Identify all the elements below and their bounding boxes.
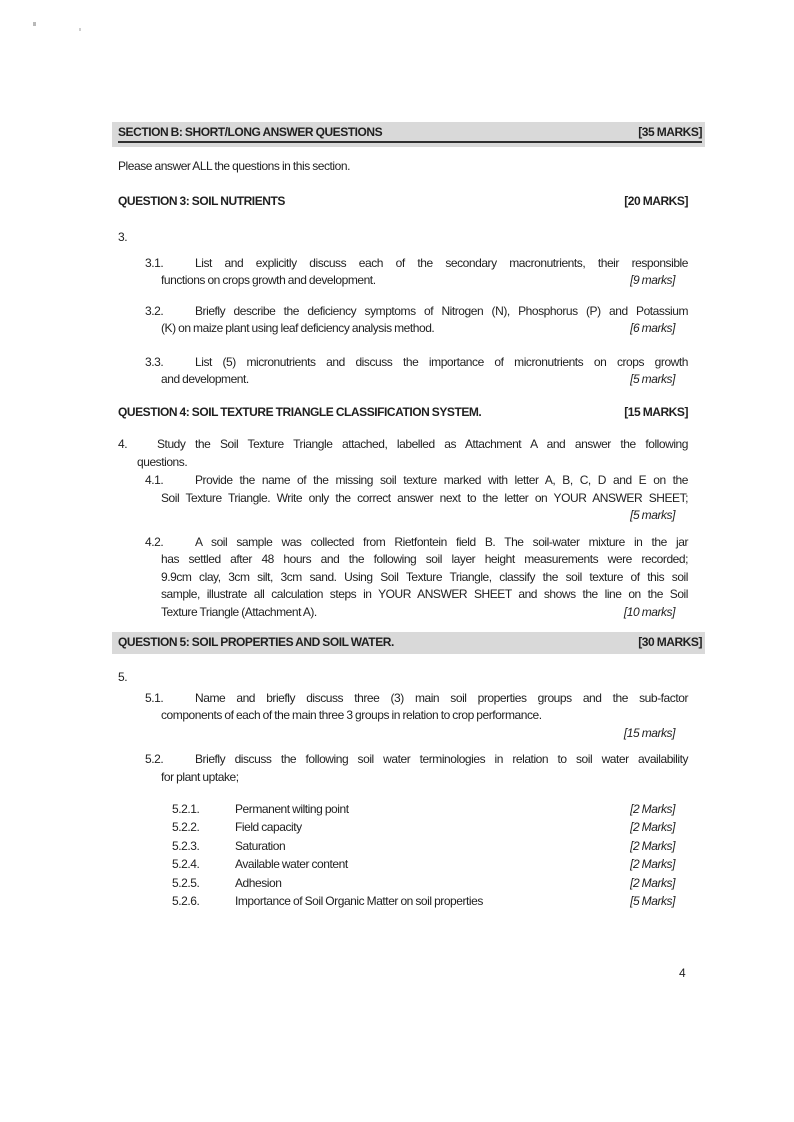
subitem-number: 5.2.4. bbox=[172, 857, 200, 872]
item-number: 4.2. bbox=[145, 534, 164, 549]
item-text-line: List and explicitly discuss each of the secondary macronutrients, their responsible bbox=[195, 255, 688, 270]
marks-badge: [15 marks] bbox=[623, 725, 675, 740]
question-item-4-1 bbox=[145, 472, 688, 525]
question-5-number: 5. bbox=[118, 670, 128, 684]
page-number: 4 bbox=[679, 966, 686, 980]
question-3-marks: [20 MARKS] bbox=[624, 193, 688, 208]
scan-artifact-speck bbox=[79, 28, 81, 31]
scan-artifact-speck bbox=[33, 22, 36, 26]
item-number: 5.1. bbox=[145, 690, 164, 705]
question-3-number: 3. bbox=[118, 230, 128, 244]
marks-badge: [10 marks] bbox=[623, 604, 675, 619]
marks-badge: [5 marks] bbox=[630, 372, 675, 386]
question-4-intro bbox=[118, 436, 688, 471]
subitem-label: Permanent wilting point bbox=[235, 802, 349, 816]
item-text-line: components of each of the main three 3 groups in relation to crop performance. bbox=[161, 708, 542, 722]
item-number: 3.2. bbox=[145, 303, 164, 318]
question-5-marks: [30 MARKS] bbox=[638, 635, 702, 649]
section-instruction: Please answer ALL the questions in this section. bbox=[118, 159, 350, 173]
question-3-title: QUESTION 3: SOIL NUTRIENTS bbox=[118, 193, 285, 208]
marks-badge: [2 Marks] bbox=[630, 875, 675, 890]
marks-badge: [5 marks] bbox=[630, 508, 675, 522]
subitem-label: Saturation bbox=[235, 838, 286, 853]
item-text-line: (K) on maize plant using leaf deficiency analysis method. bbox=[161, 321, 435, 335]
subitem-number: 5.2.2. bbox=[172, 820, 200, 835]
question-5-title: QUESTION 5: SOIL PROPERTIES AND SOIL WATER. bbox=[118, 635, 394, 649]
item-text-line: and development. bbox=[161, 372, 249, 386]
terminology-list bbox=[118, 800, 688, 910]
marks-badge: [2 Marks] bbox=[630, 802, 675, 816]
marks-badge: [9 marks] bbox=[630, 273, 675, 287]
subitem-number: 5.2.1. bbox=[172, 802, 200, 816]
marks-badge: [2 Marks] bbox=[630, 820, 675, 835]
list-item bbox=[118, 892, 688, 910]
item-text-line: for plant uptake; bbox=[161, 769, 239, 784]
subitem-number: 5.2.3. bbox=[172, 838, 200, 853]
subitem-label: Adhesion bbox=[235, 875, 282, 890]
item-number: 4.1. bbox=[145, 473, 164, 487]
question-item-5-2 bbox=[145, 751, 688, 786]
question-item-3-2 bbox=[145, 303, 688, 338]
question-item-4-2 bbox=[145, 534, 688, 622]
question-item-3-1 bbox=[145, 255, 688, 290]
question-item-3-3 bbox=[145, 354, 688, 389]
item-text-line: Provide the name of the missing soil texture marked with letter A, B, C, D and E on the bbox=[195, 473, 688, 487]
section-b-header-bar bbox=[112, 122, 705, 147]
item-number: 5.2. bbox=[145, 752, 164, 766]
subitem-number: 5.2.5. bbox=[172, 875, 200, 890]
question-4-title: QUESTION 4: SOIL TEXTURE TRIANGLE CLASSIFICATION SYSTEM. bbox=[118, 404, 482, 419]
list-item bbox=[118, 837, 688, 855]
list-item bbox=[118, 855, 688, 873]
item-text-line: Texture Triangle (Attachment A). bbox=[161, 604, 317, 619]
item-text-line: Name and briefly discuss three (3) main soil properties groups and the sub-factor bbox=[195, 690, 688, 705]
section-b-marks: [35 MARKS] bbox=[638, 125, 702, 139]
list-item bbox=[118, 874, 688, 892]
item-text-line: 9.9cm clay, 3cm silt, 3cm sand. Using Soil Texture Triangle, classify the soil texture of this soil bbox=[161, 569, 688, 584]
marks-badge: [2 Marks] bbox=[630, 838, 675, 853]
item-text-line: A soil sample was collected from Rietfontein field B. The soil-water mixture in the jar bbox=[195, 534, 688, 549]
question-item-5-1 bbox=[145, 690, 688, 743]
question-3-title-row bbox=[118, 193, 688, 211]
item-text-line: Study the Soil Texture Triangle attached, labelled as Attachment A and answer the following bbox=[157, 437, 688, 451]
section-b-title: SECTION B: SHORT/LONG ANSWER QUESTIONS bbox=[118, 125, 383, 139]
item-text-line: sample, illustrate all calculation steps in YOUR ANSWER SHEET and shows the line on the Soil bbox=[161, 587, 688, 601]
question-5-header-bar bbox=[112, 632, 705, 654]
item-text-line: Briefly describe the deficiency symptoms of Nitrogen (N), Phosphorus (P) and Potassium bbox=[195, 303, 688, 318]
page-content bbox=[118, 122, 702, 910]
item-text-line: Briefly discuss the following soil water terminologies in relation to soil water availability bbox=[195, 752, 688, 766]
list-item bbox=[118, 818, 688, 836]
marks-badge: [2 Marks] bbox=[630, 857, 675, 872]
subitem-label: Importance of Soil Organic Matter on soil properties bbox=[235, 894, 483, 909]
subitem-number: 5.2.6. bbox=[172, 894, 200, 909]
item-text-line: Soil Texture Triangle. Write only the correct answer next to the letter on YOUR ANSWER SHEET; bbox=[161, 490, 688, 505]
question-4-marks: [15 MARKS] bbox=[624, 404, 688, 419]
item-text-line: questions. bbox=[137, 454, 188, 469]
item-number: 3.1. bbox=[145, 255, 164, 270]
item-number: 4. bbox=[118, 437, 128, 451]
subitem-label: Available water content bbox=[235, 857, 348, 872]
list-item bbox=[118, 800, 688, 818]
marks-badge: [6 marks] bbox=[630, 321, 675, 335]
item-number: 3.3. bbox=[145, 354, 164, 369]
question-4-title-row bbox=[118, 404, 688, 422]
marks-badge: [5 Marks] bbox=[630, 894, 675, 909]
item-text-line: List (5) micronutrients and discuss the importance of micronutrients on crops growth bbox=[195, 354, 688, 369]
item-text-line: has settled after 48 hours and the following soil layer height measurements were recorded; bbox=[161, 552, 688, 566]
item-text-line: functions on crops growth and development. bbox=[161, 273, 376, 287]
subitem-label: Field capacity bbox=[235, 820, 302, 835]
